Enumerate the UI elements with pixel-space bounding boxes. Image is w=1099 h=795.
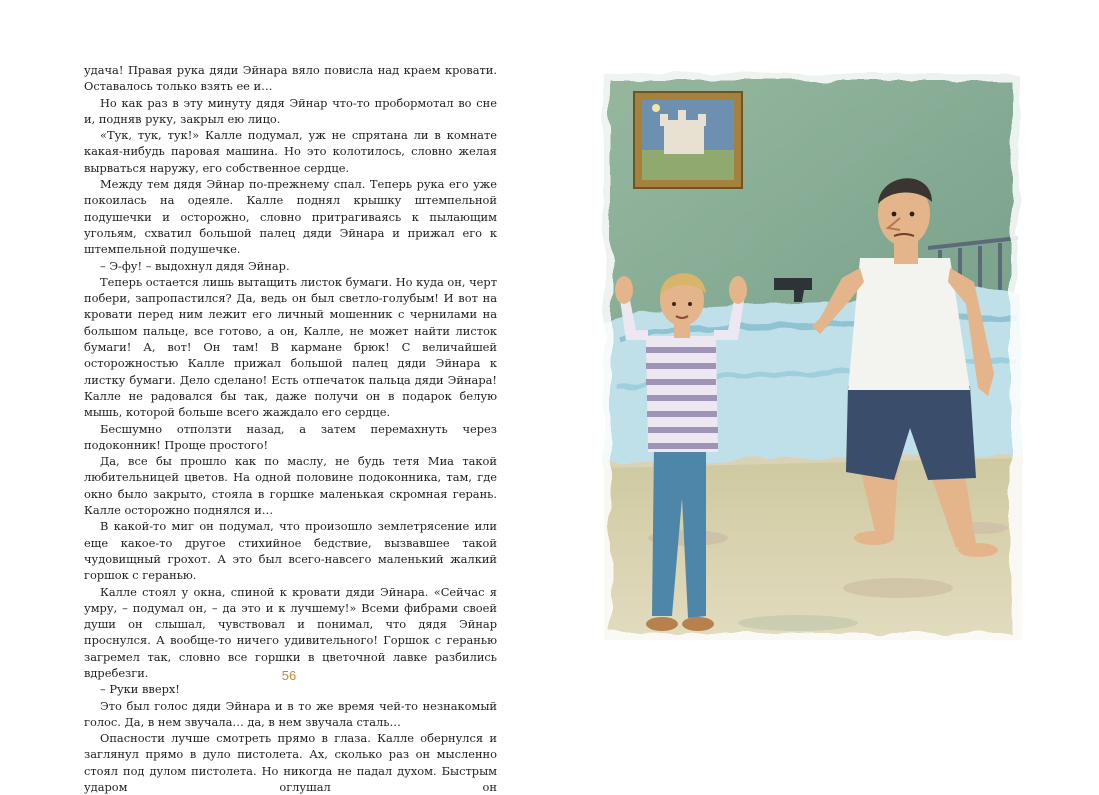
paragraph: – Э-фу! – выдохнул дядя Эйнар. <box>100 258 290 273</box>
paragraph: – Руки вверх! <box>100 682 180 697</box>
paragraph: Теперь остается лишь вытащить листок бумаги. Но куда он, черт побери, запропастился? Да, ведь он был светло-голубым! И вот на кровати перед ним лежит его личный мошенник с чернилами на большом пальце, все готово, а он, Калле, не может найти листок бумаги! А, вот! Он там! В кармане брюк! С величайшей осторожностью Калле прижал большой палец дяди Эйнара к листку бумаги. Дело сделано! Есть отпечаток пальца дяди Эйнара! Калле не радовался бы так, даже получи он в подарок белую мышь, которой больше всего жаждало его сердце. <box>84 274 497 420</box>
paragraph: Опасности лучше смотреть прямо в глаза. Калле обернулся и заглянул прямо в дуло пистолета. Ах, сколько раз он мысленно стоял под дулом пистолета. Но никогда не падал духом. Быстрым ударом оглушал он <box>84 731 497 795</box>
paragraph: Да, все бы прошло как по маслу, не будь тетя Миа такой любительницей цветов. На одной половине подоконника, там, где окно было закрыто, стояла в горшке маленькая скромная герань. Калле осторожно поднялся и… <box>84 454 497 518</box>
paragraph: «Тук, тук, тук!» Калле подумал, уж не спрятана ли в комнате какая-нибудь паровая машина. Но это колотилось, словно желая вырваться наружу, его собственное сердце. <box>84 128 497 175</box>
paragraph: Бесшумно отползти назад, а затем перемахнуть через подоконник! Проще простого! <box>84 421 497 452</box>
illustration <box>598 68 1024 648</box>
page-number: 56 <box>281 668 297 683</box>
paragraph: Между тем дядя Эйнар по-прежнему спал. Теперь рука его уже покоилась на одеяле. Калле поднял крышку штемпельной подушечки и осторожно, словно притрагиваясь к пылающим угольям, схватил большой палец дяди Эйнара и прижал его к штемпельной подушечке. <box>84 177 497 257</box>
paragraph: Это был голос дяди Эйнара и в то же время чей-то незнакомый голос. Да, в нем звучала… да, в нем звучала сталь… <box>84 698 497 729</box>
paragraph: Калле стоял у окна, спиной к кровати дяди Эйнара. «Сейчас я умру, – подумал он, – да это и к лучшему!» Всеми фибрами своей души он слышал, чувствовал и понимал, что дядя Эйнар проснулся. А вообще-то ничего удивительного! Горшок с геранью загремел так, словно все горшки в цветочной лавке разбились вдребезги. <box>84 584 497 680</box>
wall-picture <box>634 92 742 188</box>
paragraph: Но как раз в эту минуту дядя Эйнар что-то пробормотал во сне и, подняв руку, закрыл ею лицо. <box>84 95 497 126</box>
paragraph: удача! Правая рука дяди Эйнара вяло повисла над краем кровати. Оставалось только взять ее и… <box>84 63 497 94</box>
body-text <box>84 62 497 795</box>
paragraph: В какой-то миг он подумал, что произошло землетрясение или еще какое-то другое стихийное бедствие, вызвавшее такой чудовищный грохот. А это был всего-навсего маленький жалкий горшок с геранью. <box>84 519 497 583</box>
